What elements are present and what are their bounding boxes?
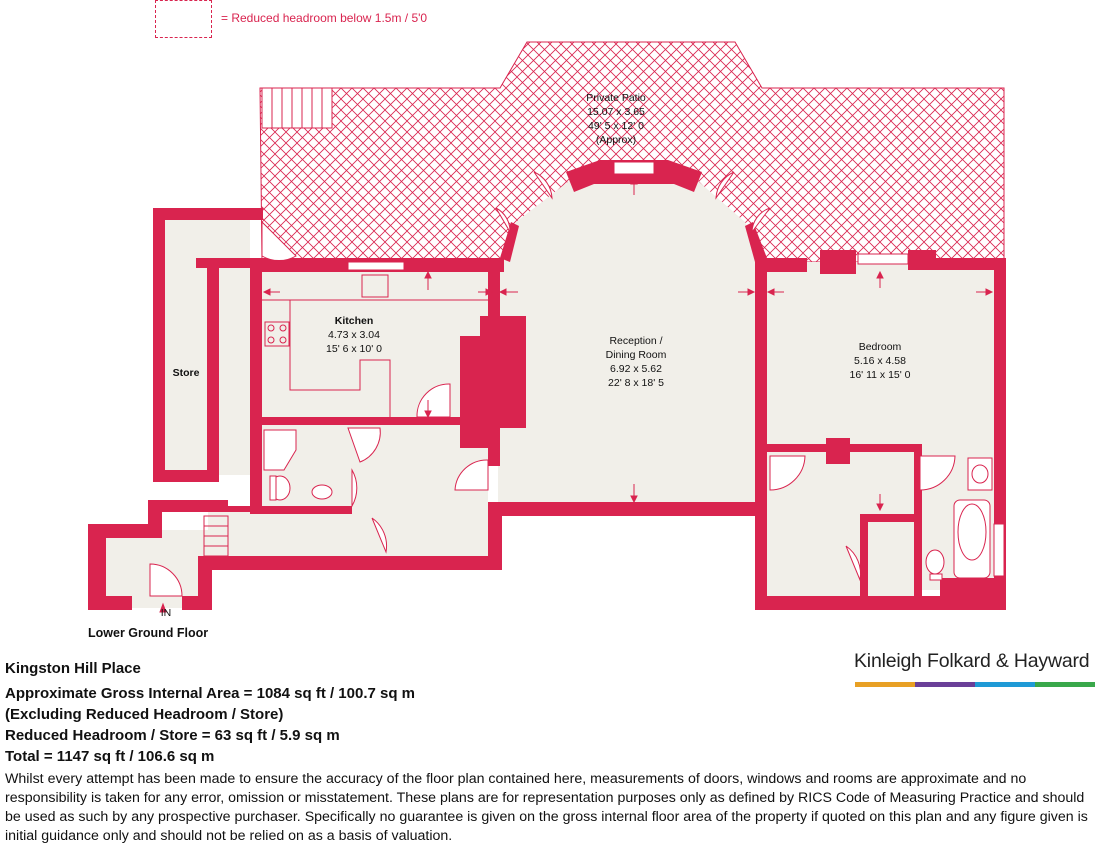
brand-bar-green: [1035, 682, 1095, 687]
kitchen-name: Kitchen: [334, 315, 374, 327]
patio-name: Private Patio: [586, 92, 646, 104]
area-reduced: Reduced Headroom / Store = 63 sq ft / 5.9 sq m: [5, 727, 340, 744]
disclaimer: Whilst every attempt has been made to ensure the accuracy of the floor plan contained here, measurements of doors, windows and rooms are approximate and no responsibility is taken for any error, omission or misstatement. These plans are for representation purposes only as defined by RICS Code of Measuring Practice and should be used as such by any prospective purchaser. Specifically no guarantee is given on the gross internal floor area of the property if quoted on this plan and any figure given is initial guidance only and should not be relied on as a basis of valuation.: [5, 771, 1088, 844]
area-total: Total = 1147 sq ft / 106.6 sq m: [5, 748, 215, 765]
patio-note: (Approx): [595, 134, 637, 146]
reception-imperial: 22' 8 x 18' 5: [608, 377, 664, 389]
brand-bar-blue: [975, 682, 1035, 687]
reception-name-2: Dining Room: [605, 349, 667, 361]
legend-text: = Reduced headroom below 1.5m / 5'0: [221, 11, 428, 25]
entrance-label: IN: [160, 607, 172, 619]
patio-stairs: [262, 88, 332, 128]
patio-imperial: 49' 5 x 12' 0: [588, 120, 644, 132]
reception-metric: 6.92 x 5.62: [610, 363, 662, 375]
brand-logo: Kinleigh Folkard & Hayward: [854, 650, 1090, 672]
brand-bar-orange: [855, 682, 915, 687]
floor-label: Lower Ground Floor: [88, 626, 209, 640]
brand-bar-purple: [915, 682, 975, 687]
property-name: Kingston Hill Place: [5, 660, 141, 677]
area-gross: Approximate Gross Internal Area = 1084 sq ft / 100.7 sq m: [5, 685, 416, 702]
bedroom-metric: 5.16 x 4.58: [854, 355, 906, 367]
area-excluding: (Excluding Reduced Headroom / Store): [5, 706, 284, 723]
store-name: Store: [172, 367, 200, 379]
kitchen-metric: 4.73 x 3.04: [328, 329, 380, 341]
store-floor: [160, 215, 250, 475]
bedroom-imperial: 16' 11 x 15' 0: [849, 369, 911, 381]
hall-floor: [208, 512, 490, 562]
bedroom-name: Bedroom: [858, 341, 902, 353]
patio-metric: 15.07 x 3.65: [587, 106, 645, 118]
kitchen-imperial: 15' 6 x 10' 0: [326, 343, 382, 355]
reception-name-1: Reception /: [609, 335, 663, 347]
